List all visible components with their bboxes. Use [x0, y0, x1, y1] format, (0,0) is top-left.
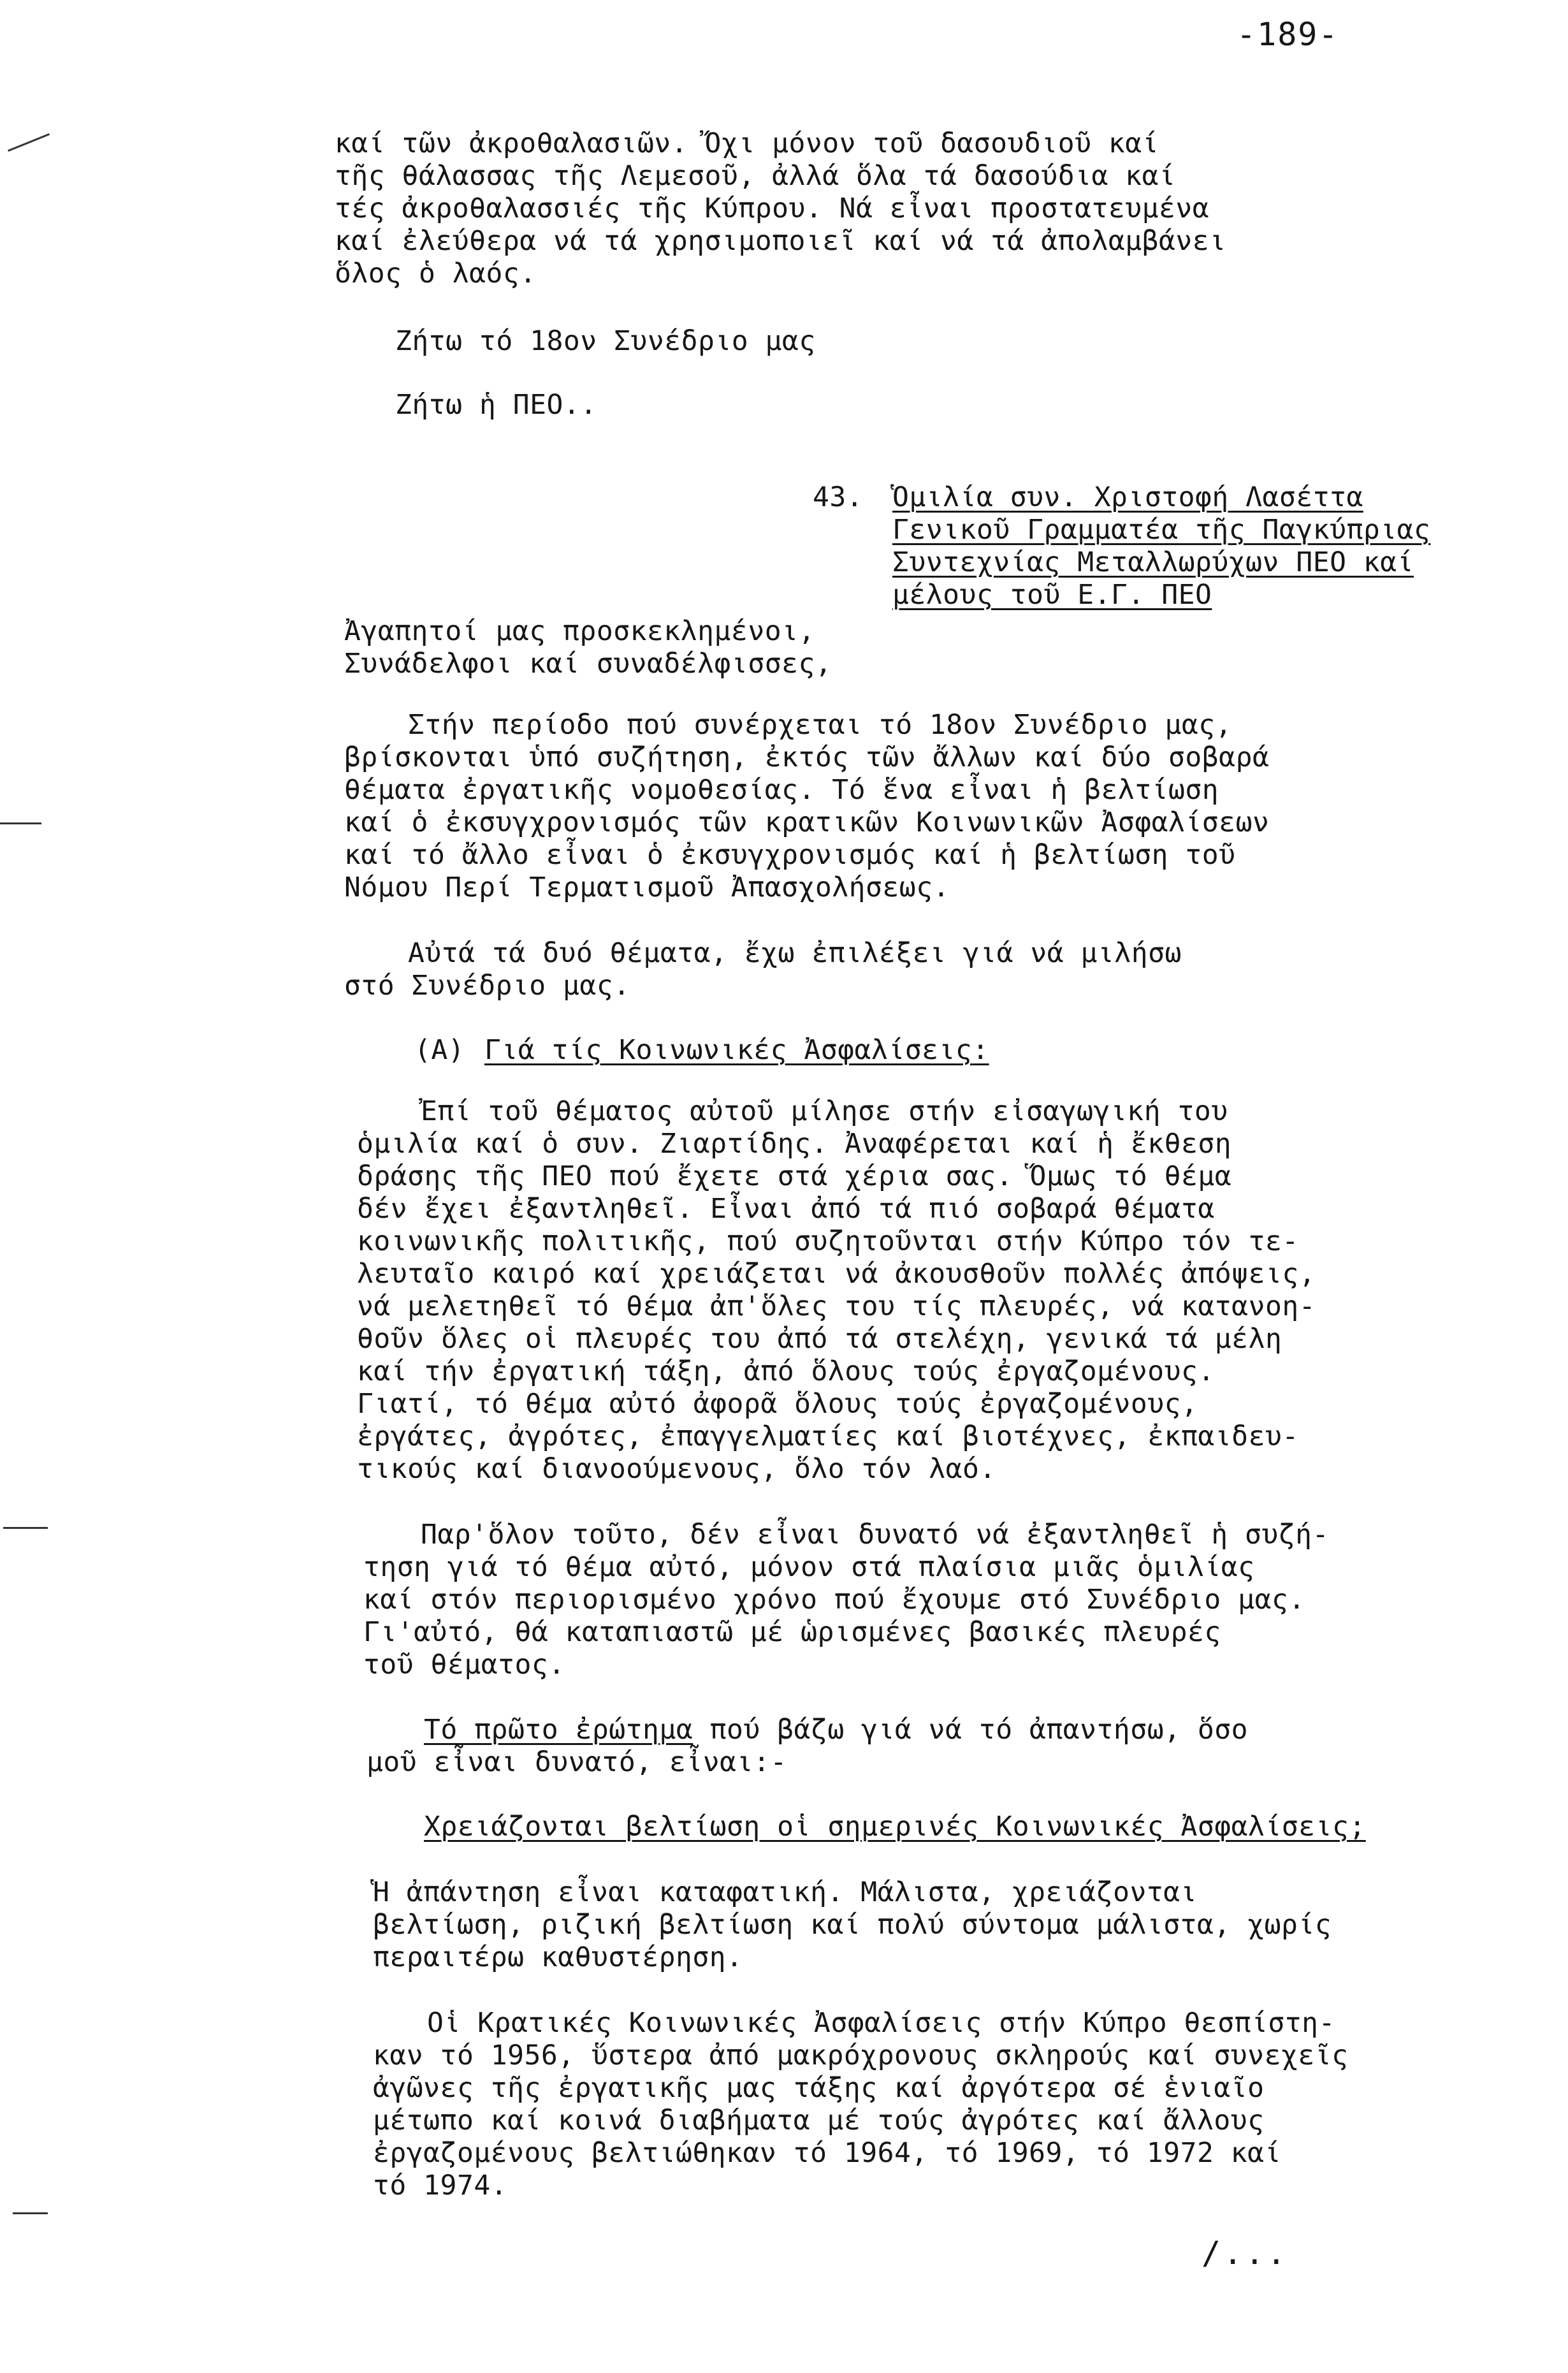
question-intro-line: [424, 1714, 1248, 1746]
intro-line: τές ἀκροθαλασσιές τῆς Κύπρου. Νά εἶναι προστατευμένα: [335, 193, 1210, 224]
margin-mark-4: [13, 2212, 48, 2214]
paragraph-line: βρίσκονται ὑπό συζήτηση, ἐκτός τῶν ἄλλων καί δύο σοβαρά: [344, 741, 1270, 773]
paragraph-line: Ἡ ἀπάντηση εἶναι καταφατική. Μάλιστα, χρειάζονται: [373, 1876, 1198, 1908]
paragraph-line: νά μελετηθεῖ τό θέμα ἀπ'ὅλες του τίς πλευρές, νά κατανοη-: [357, 1290, 1316, 1322]
paragraph-line: Αὐτά τά δυό θέματα, ἔχω ἐπιλέξει γιά νά μιλήσω: [408, 937, 1182, 969]
paragraph-line: καί τό ἄλλο εἶναι ὁ ἐκσυγχρονισμός καί ἡ βελτίωση τοῦ: [344, 839, 1236, 871]
greeting-line: Ἀγαπητοί μας προσκεκλημένοι,: [344, 615, 815, 647]
speech-heading-line: μέλους τοῦ Ε.Γ. ΠΕΟ: [892, 579, 1212, 611]
paragraph-line: καν τό 1956, ὕστερα ἀπό μακρόχρονους σκληρούς καί συνεχεῖς: [373, 2040, 1349, 2071]
speech-heading-line: Ὁμιλία συν. Χριστοφή Λασέττα: [892, 481, 1363, 513]
paragraph-line: καί ὁ ἐκσυγχρονισμός τῶν κρατικῶν Κοινωνικῶν Ἀσφαλίσεων: [344, 807, 1270, 838]
paragraph-line: δράσης τῆς ΠΕΟ πού ἔχετε στά χέρια σας. Ὅμως τό θέμα: [357, 1160, 1232, 1192]
paragraph-line: Γιατί, τό θέμα αὐτό ἀφορᾶ ὅλους τούς ἐργαζομένους,: [357, 1388, 1198, 1420]
paragraph-line: περαιτέρω καθυστέρηση.: [373, 1941, 743, 1973]
paragraph-line: καί τήν ἐργατική τάξη, ἀπό ὅλους τούς ἐργαζομένους.: [357, 1355, 1215, 1387]
greeting-line: Συνάδελφοι καί συναδέλφισσες,: [344, 648, 832, 680]
slogan: Ζήτω ἡ ΠΕΟ..: [395, 389, 597, 421]
paragraph-line: θοῦν ὅλες οἱ πλευρές του ἀπό τά στελέχη, γενικά τά μέλη: [357, 1323, 1282, 1355]
intro-line: τῆς θάλασσας τῆς Λεμεσοῦ, ἀλλά ὅλα τά δασούδια καί: [335, 160, 1176, 192]
slogan: Ζήτω τό 18ον Συνέδριο μας: [395, 325, 816, 357]
paragraph-line: ἐργαζομένους βελτιώθηκαν τό 1964, τό 1969, τό 1972 καί: [373, 2137, 1281, 2169]
paragraph-line: τηση γιά τό θέμα αὐτό, μόνον στά πλαίσια μιᾶς ὁμιλίας: [363, 1551, 1255, 1583]
paragraph-line: Νόμου Περί Τερματισμοῦ Ἀπασχολήσεως.: [344, 872, 950, 903]
paragraph-line: βελτίωση, ριζική βελτίωση καί πολύ σύντομα μάλιστα, χωρίς: [373, 1909, 1332, 1941]
speech-number: 43.: [813, 481, 864, 513]
paragraph-line: τοῦ θέματος.: [363, 1649, 565, 1681]
paragraph-line: Παρ'ὅλον τοῦτο, δέν εἶναι δυνατό νά ἐξαντληθεῖ ἡ συζή-: [421, 1519, 1329, 1551]
paragraph-line: κοινωνικῆς πολιτικῆς, πού συζητοῦνται στήν Κύπρο τόν τε-: [357, 1225, 1299, 1257]
paragraph-line: Στήν περίοδο πού συνέρχεται τό 18ον Συνέδριο μας,: [408, 709, 1233, 741]
section-title: Γιά τίς Κοινωνικές Ἀσφαλίσεις:: [484, 1034, 989, 1066]
question-intro-line: μοῦ εἶναι δυνατό, εἶναι:-: [367, 1746, 787, 1778]
paragraph-line: τό 1974.: [373, 2170, 508, 2201]
margin-mark-3: [3, 1527, 48, 1529]
question-intro-rest: πού βάζω γιά νά τό ἀπαντήσω, ὅσο: [693, 1714, 1249, 1746]
paragraph-line: Οἱ Κρατικές Κοινωνικές Ἀσφαλίσεις στήν Κύπρο θεσπίστη-: [427, 2007, 1335, 2039]
intro-line: ὅλος ὁ λαός.: [335, 258, 537, 289]
paragraph-line: Γι'αὐτό, θά καταπιαστῶ μέ ὡρισμένες βασικές πλευρές: [363, 1616, 1221, 1648]
paragraph-line: ἐργάτες, ἀγρότες, ἐπαγγελματίες καί βιοτέχνες, ἐκπαιδευ-: [357, 1420, 1299, 1452]
speech-heading-line: Συντεχνίας Μεταλλωρύχων ΠΕΟ καί: [892, 546, 1414, 578]
paragraph-line: ἀγῶνες τῆς ἐργατικῆς μας τάξης καί ἀργότερα σέ ἑνιαῖο: [373, 2072, 1265, 2104]
margin-mark-1: [8, 133, 50, 152]
paragraph-line: τικούς καί διανοούμενους, ὅλο τόν λαό.: [357, 1453, 996, 1485]
paragraph-line: καί στόν περιορισμένο χρόνο πού ἔχουμε στό Συνέδριο μας.: [363, 1584, 1305, 1616]
margin-mark-2: [0, 822, 41, 824]
paragraph-line: ὁμιλία καί ὁ συν. Ζιαρτίδης. Ἀναφέρεται καί ἡ ἔκθεση: [357, 1128, 1232, 1160]
paragraph-line: θέματα ἐργατικῆς νομοθεσίας. Τό ἕνα εἶναι ἡ βελτίωση: [344, 774, 1219, 806]
intro-line: καί τῶν ἀκροθαλασιῶν. Ὄχι μόνον τοῦ δασουδιοῦ καί: [335, 128, 1159, 159]
continuation-mark: /...: [1201, 2235, 1289, 2272]
paragraph-line: λευταῖο καιρό καί χρειάζεται νά ἀκουσθοῦν πολλές ἀπόψεις,: [357, 1258, 1316, 1290]
paragraph-line: μέτωπο καί κοινά διαβήματα μέ τούς ἀγρότες καί ἄλλους: [373, 2105, 1265, 2136]
paragraph-line: δέν ἔχει ἐξαντληθεῖ. Εἶναι ἀπό τά πιό σοβαρά θέματα: [357, 1193, 1215, 1225]
section-label: (Α): [414, 1034, 465, 1066]
paragraph-line: στό Συνέδριο μας.: [344, 970, 630, 1002]
paragraph-line: Ἐπί τοῦ θέματος αὐτοῦ μίλησε στήν εἰσαγωγική του: [421, 1095, 1228, 1127]
speech-heading-line: Γενικοῦ Γραμματέα τῆς Παγκύπριας: [892, 514, 1431, 546]
intro-line: καί ἐλεύθερα νά τά χρησιμοποιεῖ καί νά τά ἀπολαμβάνει: [335, 225, 1226, 257]
question-heading: Χρειάζονται βελτίωση οἱ σημερινές Κοινωνικές Ἀσφαλίσεις;: [424, 1811, 1366, 1843]
question-intro-underlined: Τό πρῶτο ἐρώτημα: [424, 1714, 693, 1746]
page-number: -189-: [1237, 16, 1339, 53]
